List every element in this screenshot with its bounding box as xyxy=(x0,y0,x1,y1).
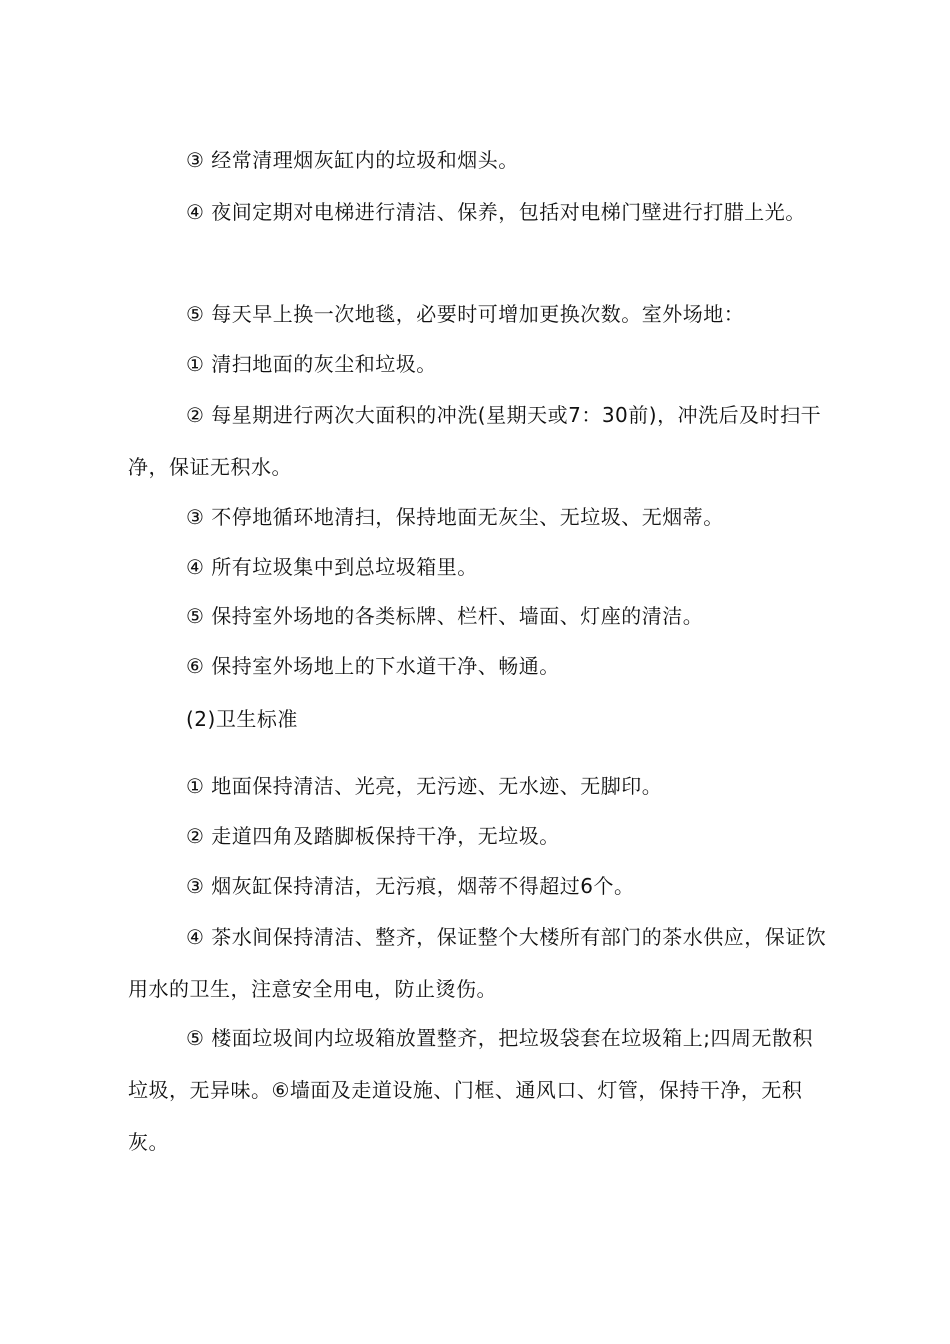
paragraph-4: ① 清扫地面的灰尘和垃圾。 xyxy=(186,352,437,376)
paragraph-13: ④ 茶水间保持清洁、整齐，保证整个大楼所有部门的茶水供应，保证饮用水的卫生，注意安全用电，防止烫伤。 xyxy=(128,925,827,1001)
paragraph-5: ② 每星期进行两次大面积的冲洗(星期天或7：30前)，冲洗后及时扫干净，保证无积水。 xyxy=(128,403,822,479)
paragraph-11: ② 走道四角及踏脚板保持干净，无垃圾。 xyxy=(186,824,560,848)
paragraph-1: ③ 经常清理烟灰缸内的垃圾和烟头。 xyxy=(186,148,519,172)
paragraph-14: ⑤ 楼面垃圾间内垃圾箱放置整齐，把垃圾袋套在垃圾箱上;四周无散积垃圾，无异味。⑥墙面及走道设施、门框、通风口、灯管，保持干净，无积灰。 xyxy=(128,1026,814,1154)
paragraph-10: ① 地面保持清洁、光亮，无污迹、无水迹、无脚印。 xyxy=(186,774,663,798)
paragraph-8: ⑤ 保持室外场地的各类标牌、栏杆、墙面、灯座的清洁。 xyxy=(186,604,704,628)
paragraph-12: ③ 烟灰缸保持清洁，无污痕，烟蒂不得超过6个。 xyxy=(186,874,635,898)
paragraph-7: ④ 所有垃圾集中到总垃圾箱里。 xyxy=(186,555,478,579)
section-heading: (2)卫生标准 xyxy=(186,707,298,731)
paragraph-9: ⑥ 保持室外场地上的下水道干净、畅通。 xyxy=(186,654,560,678)
paragraph-6: ③ 不停地循环地清扫，保持地面无灰尘、无垃圾、无烟蒂。 xyxy=(186,505,724,529)
paragraph-2: ④ 夜间定期对电梯进行清洁、保养，包括对电梯门壁进行打腊上光。 xyxy=(186,200,806,224)
paragraph-3: ⑤ 每天早上换一次地毯，必要时可增加更换次数。室外场地： xyxy=(186,302,745,326)
